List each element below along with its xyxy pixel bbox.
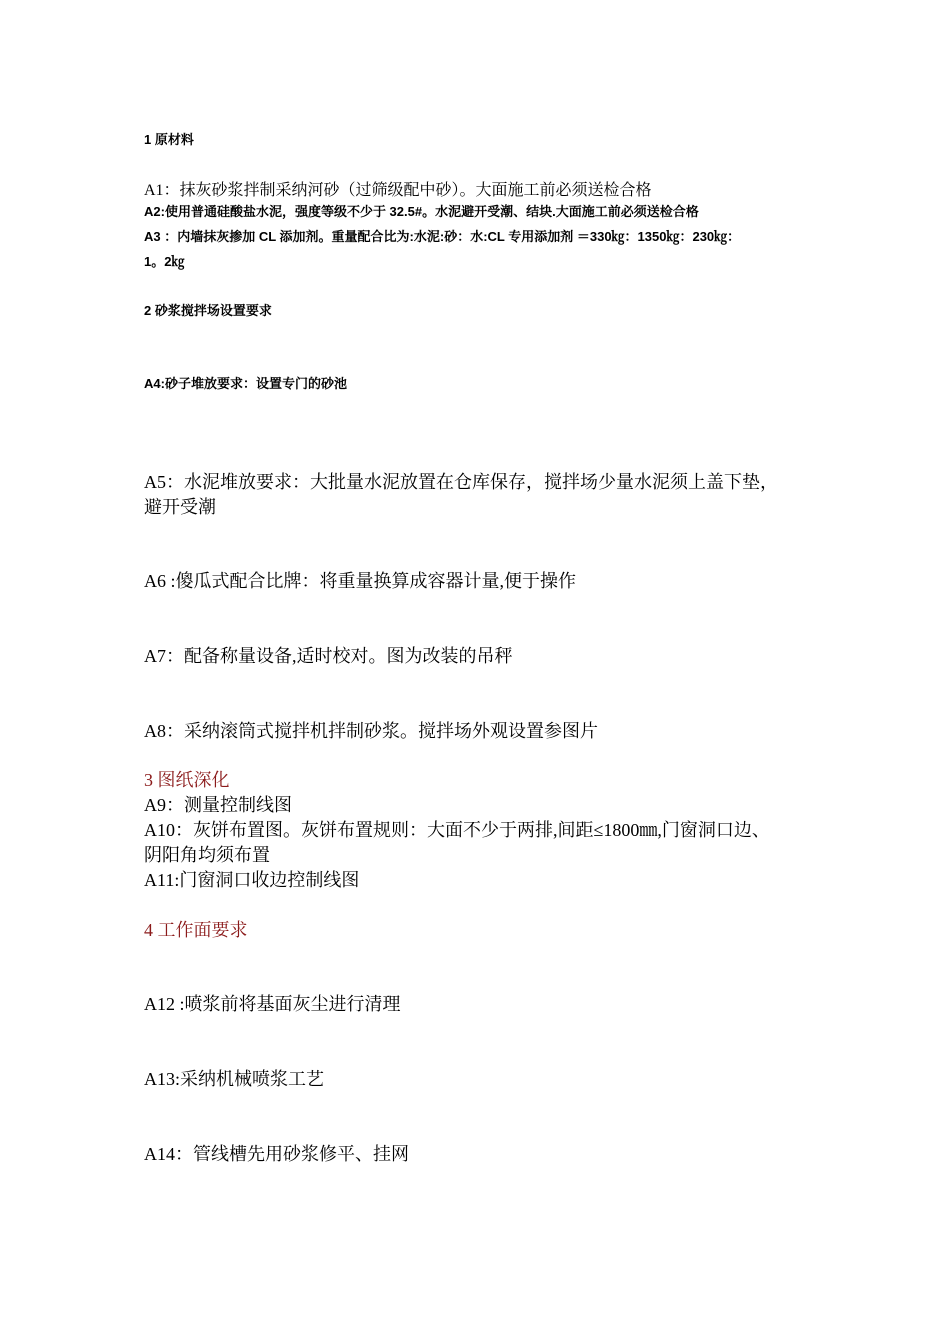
item-a9: A9：测量控制线图 bbox=[144, 795, 292, 815]
item-a10-line1: A10：灰饼布置图。灰饼布置规则：大面不少于两排,间距≤1800㎜,门窗洞口边、 bbox=[144, 820, 770, 840]
item-a7: A7：配备称量设备,适时校对。图为改装的吊秤 bbox=[144, 646, 513, 666]
item-a3-line2: 1。2㎏ bbox=[144, 254, 185, 269]
item-a8: A8：采纳滚筒式搅拌机拌制砂浆。搅拌场外观设置参图片 bbox=[144, 721, 598, 741]
item-a3-line1: A3 ：内墙抹灰掺加 CL 添加剂。重量配合比为:水泥:砂：水:CL 专用添加剂 ＝330㎏：1350㎏：230㎏： bbox=[144, 229, 741, 244]
section-3-title: 3 图纸深化 bbox=[144, 770, 230, 790]
item-a12: A12 :喷浆前将基面灰尘进行清理 bbox=[144, 994, 401, 1014]
section-1-title: 1 原材料 bbox=[144, 132, 194, 147]
item-a4: A4:砂子堆放要求：设置专门的砂池 bbox=[144, 376, 347, 391]
item-a10-line2: 阴阳角均须布置 bbox=[144, 845, 270, 865]
item-a5-line2: 避开受潮 bbox=[144, 497, 216, 517]
item-a1 bbox=[144, 177, 652, 200]
item-a14: A14：管线槽先用砂浆修平、挂网 bbox=[144, 1144, 409, 1164]
item-a13: A13:采纳机械喷浆工艺 bbox=[144, 1069, 324, 1089]
section-2-title: 2 砂浆搅拌场设置要求 bbox=[144, 303, 272, 318]
item-a5-line1: A5：水泥堆放要求：大批量水泥放置在仓库保存，搅拌场少量水泥须上盖下垫， bbox=[144, 472, 778, 492]
item-a11: A11:门窗洞口收边控制线图 bbox=[144, 870, 360, 890]
item-a6: A6 :傻瓜式配合比牌：将重量换算成容器计量,便于操作 bbox=[144, 571, 576, 591]
section-4-title: 4 工作面要求 bbox=[144, 920, 248, 940]
item-a2: A2:使用普通硅酸盐水泥，强度等级不少于 32.5#。水泥避开受潮、结块.大面施工前必须送检合格 bbox=[144, 204, 699, 219]
item-a1-text: A1：抹灰砂浆拌制采纳河砂（过筛级配中砂）。大面施工前必须送检合格 bbox=[144, 182, 652, 199]
